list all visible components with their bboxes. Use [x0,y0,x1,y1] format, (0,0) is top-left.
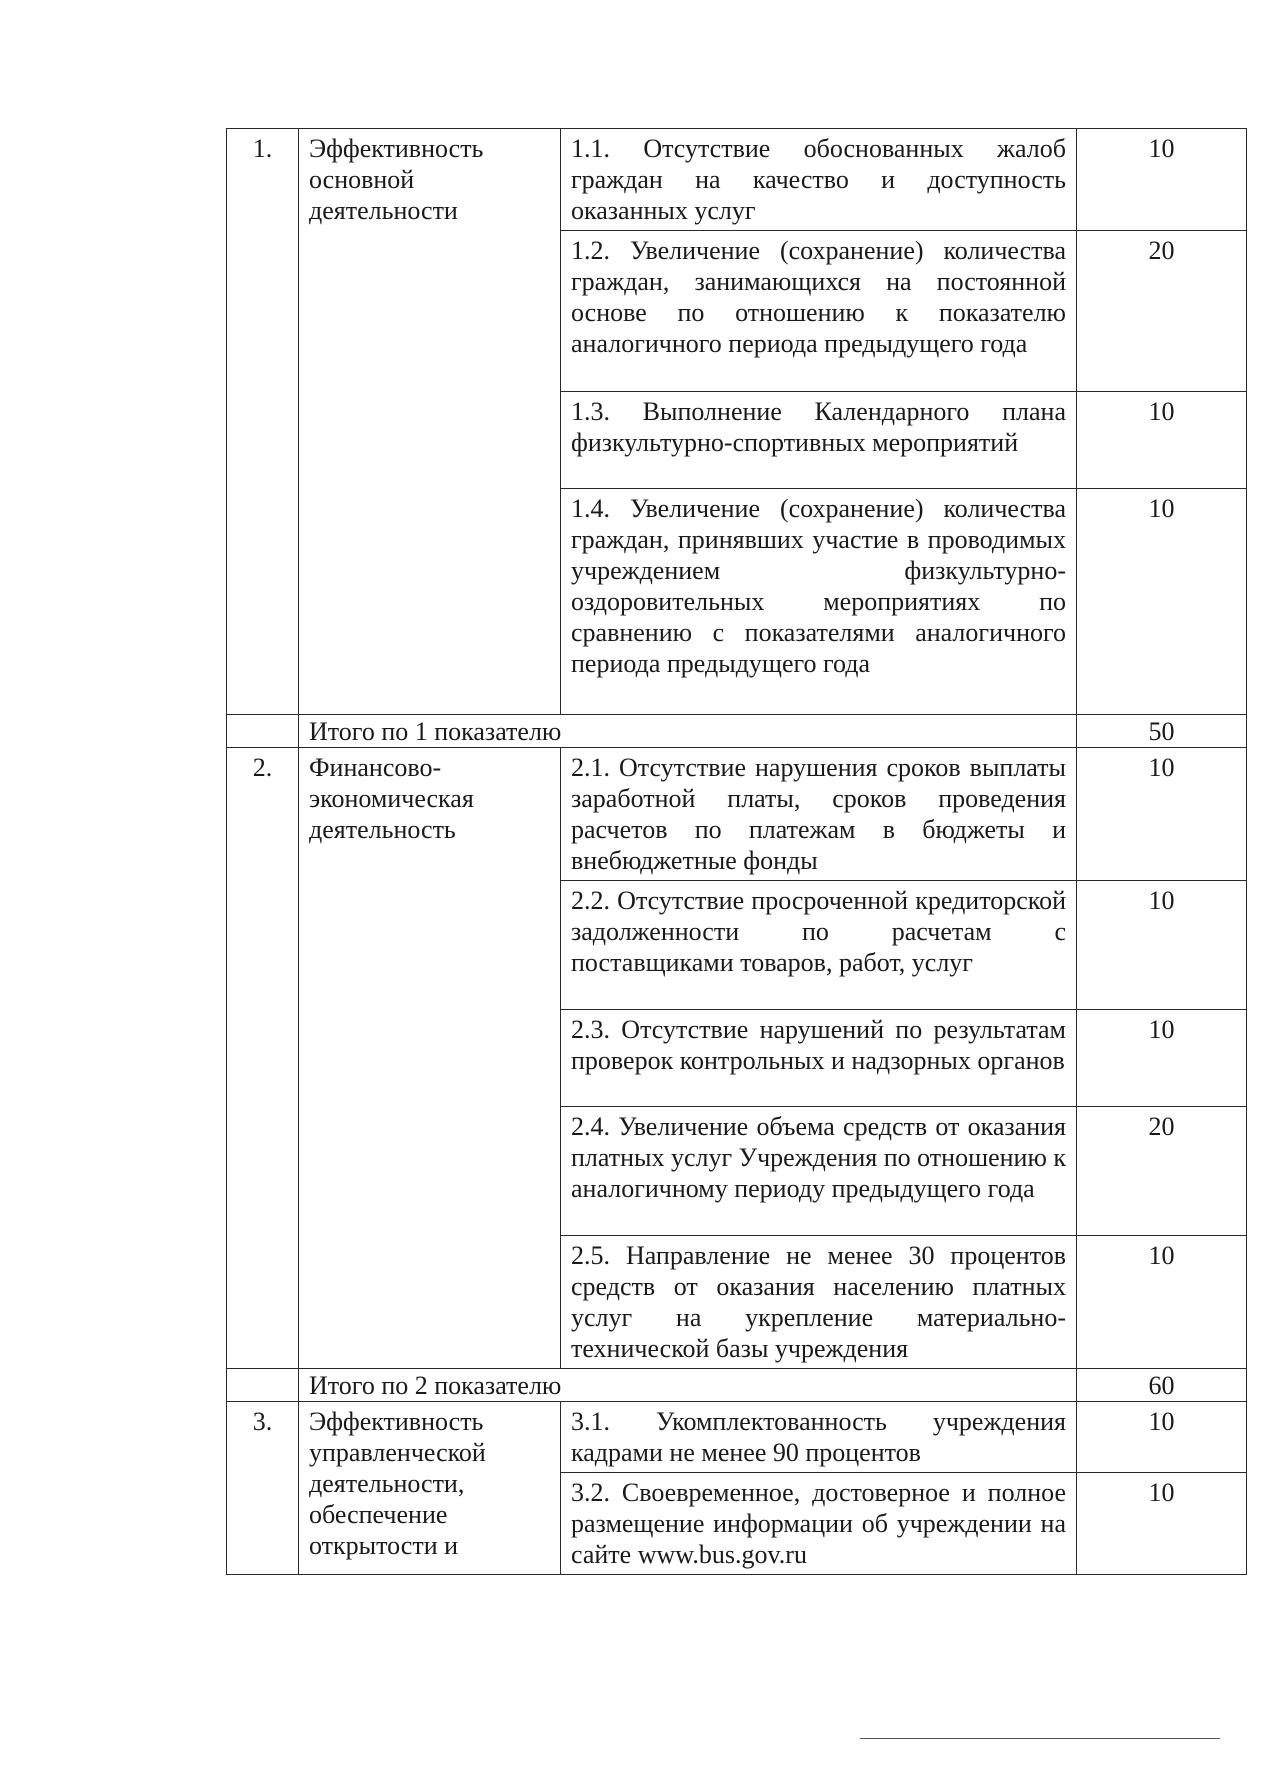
criterion-points: 10 [1077,748,1247,881]
criterion-points: 10 [1077,1010,1247,1107]
criterion-text: 1.3. Выполнение Календарного плана физкультурно-спортивных мероприятий [561,392,1077,489]
criterion-text: 1.4. Увеличение (сохранение) количества граждан, принявших участие в проводимых учреждением физкультурно-оздоровительных мероприятиях по сравнению с показателями аналогичного периода предыдущего года [561,489,1077,715]
total-label: Итого по 2 показателю [299,1369,1077,1402]
criterion-text: 2.2. Отсутствие просроченной кредиторской задолженности по расчетам с поставщиками товаров, работ, услуг [561,881,1077,1010]
criterion-points: 10 [1077,392,1247,489]
total-points: 60 [1077,1369,1247,1402]
footer-rule [860,1738,1220,1739]
criterion-text: 3.1. Укомплектованность учреждения кадрами не менее 90 процентов [561,1402,1077,1473]
criterion-text: 1.2. Увеличение (сохранение) количества граждан, занимающихся на постоянной основе по отношению к показателю аналогичного периода предыдущего года [561,231,1077,392]
criterion-text: 2.5. Направление не менее 30 процентов средств от оказания населению платных услуг на укрепление материально-технической базы учреждения [561,1236,1077,1369]
criterion-points: 10 [1077,1402,1247,1473]
criteria-table [226,128,1247,1575]
total-points: 50 [1077,715,1247,748]
criterion-points: 10 [1077,1473,1247,1575]
criterion-points: 20 [1077,231,1247,392]
section-title: Эффективность управленческой деятельности, обеспечение открытости и [299,1402,561,1575]
criterion-points: 10 [1077,881,1247,1010]
section-number: 1. [227,129,299,715]
criterion-text: 1.1. Отсутствие обоснованных жалоб граждан на качество и доступность оказанных услуг [561,129,1077,231]
table-row [227,129,1247,231]
criterion-points: 10 [1077,489,1247,715]
total-label: Итого по 1 показателю [299,715,1077,748]
criterion-text: 2.4. Увеличение объема средств от оказания платных услуг Учреждения по отношению к аналогичному периоду предыдущего года [561,1107,1077,1236]
section-title: Эффективность основной деятельности [299,129,561,715]
criterion-text: 2.1. Отсутствие нарушения сроков выплаты заработной платы, сроков проведения расчетов по платежам в бюджеты и внебюджетные фонды [561,748,1077,881]
section-number: 2. [227,748,299,1369]
table-row [227,1402,1247,1473]
criterion-points: 10 [1077,1236,1247,1369]
criterion-points: 10 [1077,129,1247,231]
table-row [227,748,1247,881]
section-number: 3. [227,1402,299,1575]
criterion-text: 3.2. Своевременное, достоверное и полное размещение информации об учреждении на сайте www.bus.gov.ru [561,1473,1077,1575]
criterion-text: 2.3. Отсутствие нарушений по результатам проверок контрольных и надзорных органов [561,1010,1077,1107]
total-row [227,715,1247,748]
section-title: Финансово-экономическая деятельность [299,748,561,1369]
criterion-points: 20 [1077,1107,1247,1236]
total-row [227,1369,1247,1402]
